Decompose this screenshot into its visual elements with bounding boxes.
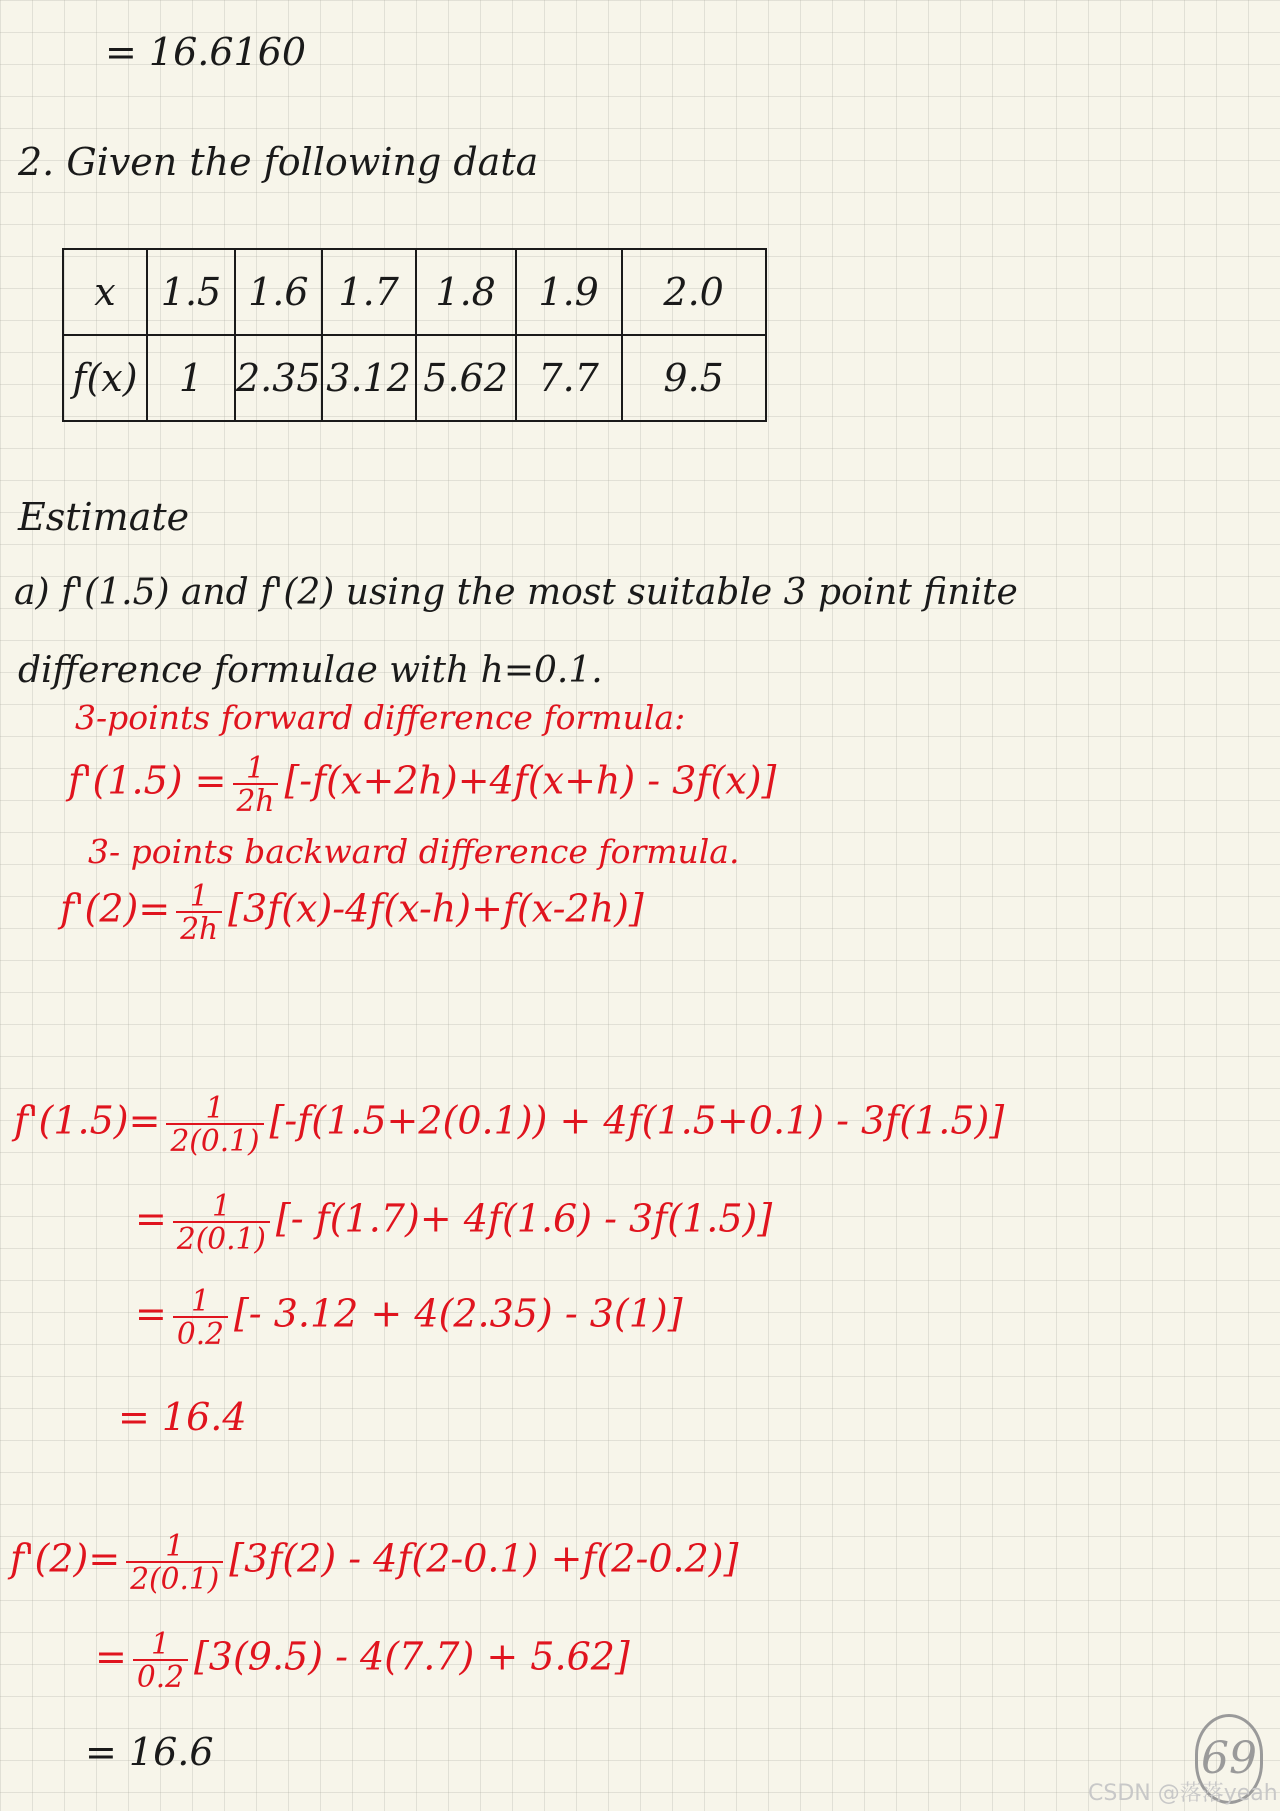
fraction-numerator: 1	[165, 1528, 185, 1563]
calc-f1-5-result: = 16.4	[118, 1395, 247, 1439]
watermark: CSDN @落落yeah	[1088, 1781, 1278, 1806]
calc-rhs: [3f(2) - 4f(2-0.1) +f(2-0.2)]	[229, 1536, 739, 1581]
backward-formula-rhs: [3f(x)-4f(x-h)+f(x-2h)]	[228, 886, 644, 931]
forward-formula	[68, 750, 777, 819]
fraction-numerator: 1	[189, 878, 209, 913]
table-cell: 1.7	[322, 249, 416, 335]
table-cell: 1.5	[147, 249, 235, 335]
calc-f2-step-1	[10, 1528, 739, 1597]
fraction-denominator: 2h	[176, 911, 222, 944]
calc-rhs: [- 3.12 + 4(2.35) - 3(1)]	[233, 1291, 683, 1336]
fraction-denominator: 2h	[233, 783, 279, 816]
backward-formula	[60, 878, 644, 947]
data-table	[62, 248, 767, 422]
fraction-denominator: 0.2	[173, 1316, 228, 1349]
logo-text: 69	[1201, 1733, 1257, 1784]
fraction-numerator: 1	[150, 1626, 170, 1661]
table-row-x	[63, 249, 766, 335]
table-cell: 3.12	[322, 335, 416, 421]
forward-formula-fraction	[233, 750, 279, 819]
calc-equals: =	[135, 1196, 167, 1241]
calc-rhs: [-f(1.5+2(0.1)) + 4f(1.5+0.1) - 3f(1.5)]	[269, 1098, 1005, 1143]
fraction-denominator: 2(0.1)	[166, 1123, 263, 1156]
table-cell: 5.62	[416, 335, 516, 421]
calc-rhs: [- f(1.7)+ 4f(1.6) - 3f(1.5)]	[275, 1196, 773, 1241]
calc-rhs: [3(9.5) - 4(7.7) + 5.62]	[193, 1634, 630, 1679]
table-cell: 1.8	[416, 249, 516, 335]
fraction-numerator: 1	[190, 1283, 210, 1318]
calc-f1-5-step-1	[14, 1090, 1005, 1159]
fraction-denominator: 2(0.1)	[126, 1561, 223, 1594]
calc-equals: =	[95, 1634, 127, 1679]
table-cell: 1.9	[516, 249, 622, 335]
fraction-numerator: 1	[205, 1090, 225, 1125]
calc-fraction	[126, 1528, 223, 1597]
part-a-line-2: difference formulae with h=0.1.	[18, 650, 603, 691]
calc-equals: =	[135, 1291, 167, 1336]
table-row-fx	[63, 335, 766, 421]
calc-fraction	[133, 1626, 188, 1695]
fraction-numerator: 1	[211, 1188, 231, 1223]
top-result: = 16.6160	[105, 30, 307, 74]
estimate-heading: Estimate	[18, 495, 190, 539]
calc-lhs: f'(2)=	[10, 1536, 121, 1581]
calc-fraction	[173, 1283, 228, 1352]
calc-f1-5-step-3	[135, 1283, 683, 1352]
table-cell: 1	[147, 335, 235, 421]
calc-fraction	[173, 1188, 270, 1257]
question-heading: 2. Given the following data	[18, 140, 539, 184]
forward-formula-title: 3-points forward difference formula:	[75, 698, 686, 737]
table-cell: x	[63, 249, 147, 335]
backward-formula-lhs: f'(2)=	[60, 886, 171, 931]
table-cell: 1.6	[235, 249, 322, 335]
table-cell: 9.5	[622, 335, 766, 421]
table-cell: 2.0	[622, 249, 766, 335]
calc-fraction	[166, 1090, 263, 1159]
calc-lhs: f'(1.5)=	[14, 1098, 161, 1143]
table-cell: f(x)	[63, 335, 147, 421]
forward-formula-rhs: [-f(x+2h)+4f(x+h) - 3f(x)]	[284, 758, 777, 803]
table-cell: 2.35	[235, 335, 322, 421]
fraction-numerator: 1	[246, 750, 265, 785]
calc-f1-5-step-2	[135, 1188, 773, 1257]
calc-f2-step-2	[95, 1626, 630, 1695]
forward-formula-lhs: f'(1.5) =	[68, 758, 227, 803]
backward-formula-title: 3- points backward difference formula.	[88, 832, 740, 871]
part-a-line-1: a) f'(1.5) and f'(2) using the most suitable 3 point finite	[14, 572, 1018, 613]
table-cell: 7.7	[516, 335, 622, 421]
backward-formula-fraction	[176, 878, 222, 947]
calc-f2-result: = 16.6	[85, 1730, 214, 1774]
fraction-denominator: 0.2	[133, 1659, 188, 1692]
fraction-denominator: 2(0.1)	[173, 1221, 270, 1254]
